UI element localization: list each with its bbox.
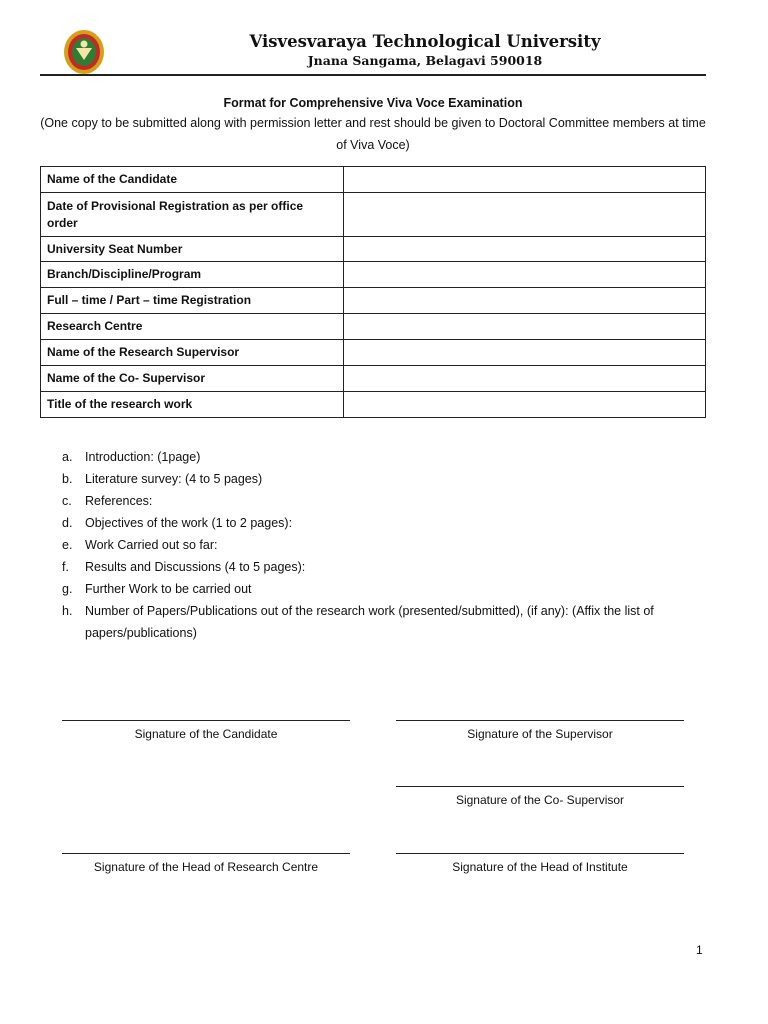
field-value[interactable]: [344, 237, 706, 262]
form-title: Format for Comprehensive Viva Voce Examination: [223, 96, 523, 110]
list-item-text: Literature survey: (4 to 5 pages): [85, 472, 263, 486]
university-name: Visvesvaraya Technological University: [249, 32, 601, 51]
list-item-text: Results and Discussions (4 to 5 pages):: [85, 560, 306, 574]
field-label: Full – time / Part – time Registration: [41, 288, 344, 314]
field-label: Name of the Co- Supervisor: [41, 366, 344, 392]
list-item: [62, 490, 702, 512]
list-item-text: Introduction: (1page): [85, 450, 201, 464]
field-value[interactable]: [344, 314, 706, 340]
header-divider: [40, 74, 706, 76]
field-value[interactable]: [344, 288, 706, 314]
field-label: Date of Provisional Registration as per office order: [41, 193, 344, 237]
table-row: [41, 340, 706, 366]
list-marker: f.: [62, 560, 69, 574]
list-item-text: Further Work to be carried out: [85, 582, 252, 596]
list-item: [62, 578, 702, 600]
list-item: [62, 534, 702, 556]
signature-block-supervisor: [396, 720, 684, 741]
report-sections-list: [62, 446, 702, 644]
signature-label: Signature of the Co- Supervisor: [455, 793, 625, 807]
list-marker: d.: [62, 516, 73, 530]
field-label: Title of the research work: [41, 392, 344, 418]
field-label: Branch/Discipline/Program: [41, 262, 344, 288]
form-instructions: (One copy to be submitted along with permission letter and rest should be given to Doctoral Committee members at time of Viva Voce): [40, 116, 706, 152]
signature-block-candidate: [62, 720, 350, 741]
university-address: Jnana Sangama, Belagavi 590018: [307, 53, 543, 68]
list-item-text: Objectives of the work (1 to 2 pages):: [85, 516, 293, 530]
signature-label: Signature of the Candidate: [134, 727, 278, 741]
list-item: [62, 446, 702, 468]
page-number: 1: [696, 943, 703, 957]
signature-label: Signature of the Supervisor: [467, 727, 613, 741]
list-marker: b.: [62, 472, 73, 486]
list-marker: c.: [62, 494, 72, 508]
list-marker: a.: [62, 450, 73, 464]
table-row: [41, 167, 706, 193]
field-label: University Seat Number: [41, 237, 344, 262]
signature-block-head-research-centre: [62, 853, 350, 874]
signature-line[interactable]: [396, 786, 684, 787]
table-row: [41, 237, 706, 262]
list-marker: g.: [62, 582, 73, 596]
field-value[interactable]: [344, 193, 706, 237]
list-item-text: Number of Papers/Publications out of the research work (presented/submitted), (if any): (Affix the list of papers/publications): [85, 604, 654, 640]
list-marker: h.: [62, 604, 73, 618]
university-seal-icon: [62, 28, 106, 76]
field-label: Research Centre: [41, 314, 344, 340]
list-item-text: Work Carried out so far:: [85, 538, 218, 552]
table-row: [41, 193, 706, 237]
table-row: [41, 392, 706, 418]
signature-block-co-supervisor: [396, 786, 684, 807]
signature-line[interactable]: [396, 720, 684, 721]
list-item: [62, 468, 702, 490]
field-value[interactable]: [344, 366, 706, 392]
signature-line[interactable]: [62, 720, 350, 721]
candidate-info-table: [40, 166, 706, 418]
table-row: [41, 366, 706, 392]
field-label: Name of the Research Supervisor: [41, 340, 344, 366]
table-row: [41, 288, 706, 314]
signature-line[interactable]: [396, 853, 684, 854]
list-item: [62, 512, 702, 534]
list-item: [62, 600, 702, 644]
table-row: [41, 262, 706, 288]
signature-block-head-institute: [396, 853, 684, 874]
signature-label: Signature of the Head of Institute: [452, 860, 628, 874]
table-row: [41, 314, 706, 340]
field-value[interactable]: [344, 167, 706, 193]
field-value[interactable]: [344, 340, 706, 366]
field-label: Name of the Candidate: [41, 167, 344, 193]
signature-line[interactable]: [62, 853, 350, 854]
list-marker: e.: [62, 538, 73, 552]
signature-label: Signature of the Head of Research Centre: [93, 860, 319, 874]
field-value[interactable]: [344, 262, 706, 288]
list-item: [62, 556, 702, 578]
field-value[interactable]: [344, 392, 706, 418]
list-item-text: References:: [85, 494, 153, 508]
